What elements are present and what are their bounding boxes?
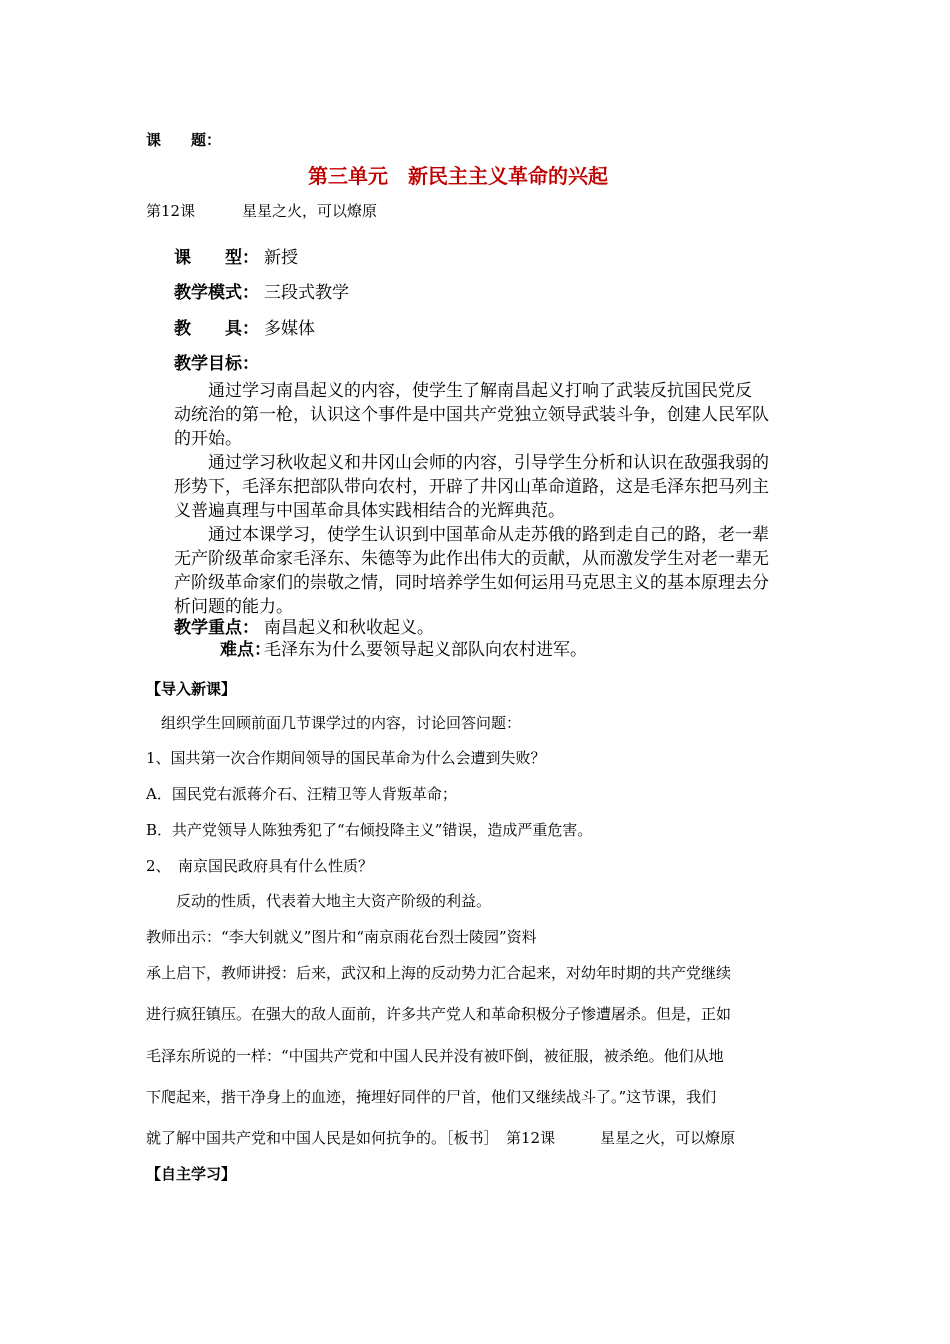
goals-label: 教学目标： — [174, 354, 259, 374]
difficulty-value: 毛泽东为什么要领导起义部队向农村进军。 — [264, 640, 587, 660]
intro-heading: 【导入新课】 — [146, 680, 237, 698]
lecture-line: 毛泽东所说的一样：“中国共产党和中国人民并没有被吓倒，被征服，被杀绝。他们从地 — [146, 1047, 724, 1065]
type-value: 新授 — [264, 248, 298, 268]
intro-line: 教师出示：“李大钊就义”图片和“南京雨花台烈士陵园”资料 — [146, 928, 537, 946]
difficulty-label: 难点： — [220, 640, 271, 660]
type-label: 课 型： — [174, 248, 259, 268]
intro-line: 1、国共第一次合作期间领导的国民革命为什么会遭到失败？ — [146, 749, 546, 767]
goal-line: 析问题的能力。 — [174, 597, 293, 617]
goal-line: 无产阶级革命家毛泽东、朱德等为此作出伟大的贡献，从而激发学生对老一辈无 — [174, 549, 769, 569]
key-point-label: 教学重点： — [174, 618, 259, 638]
lecture-line: 就了解中国共产党和中国人民是如何抗争的。［板书］ 第12课 星星之火，可以燎原 — [146, 1129, 736, 1147]
lecture-line: 进行疯狂镇压。在强大的敌人面前，许多共产党人和革命积极分子惨遭屠杀。但是，正如 — [146, 1005, 732, 1023]
goal-line: 义普遍真理与中国革命具体实践相结合的光辉典范。 — [174, 501, 565, 521]
intro-line: 反动的性质，代表着大地主大资产阶级的利益。 — [146, 892, 492, 910]
goal-line: 通过本课学习，使学生认识到中国革命从走苏俄的路到走自己的路，老一辈 — [174, 525, 769, 545]
unit-title: 第三单元 新民主主义革命的兴起 — [308, 164, 608, 188]
lesson-title: 星星之火，可以燎原 — [242, 202, 378, 220]
mode-value: 三段式教学 — [264, 283, 349, 303]
goal-line: 通过学习秋收起义和井冈山会师的内容，引导学生分析和认识在敌强我弱的 — [174, 453, 769, 473]
intro-line: B．共产党领导人陈独秀犯了“右倾投降主义”错误，造成严重危害。 — [146, 821, 593, 839]
mode-label: 教学模式： — [174, 283, 259, 303]
key-point-value: 南昌起义和秋收起义。 — [264, 618, 434, 638]
intro-line: A．国民党右派蒋介石、汪精卫等人背叛革命； — [146, 785, 457, 803]
goal-line: 的开始。 — [174, 429, 242, 449]
tools-label: 教 具： — [174, 319, 259, 339]
goal-line: 通过学习南昌起义的内容，使学生了解南昌起义打响了武装反抗国民党反 — [174, 381, 752, 401]
self-study-heading: 【自主学习】 — [146, 1165, 237, 1183]
tools-value: 多媒体 — [264, 319, 315, 339]
subject-label: 课 题： — [146, 131, 222, 149]
intro-line: 组织学生回顾前面几节课学过的内容，讨论回答问题： — [146, 714, 522, 732]
lecture-line: 承上启下，教师讲授：后来，武汉和上海的反动势力汇合起来，对幼年时期的共产党继续 — [146, 964, 732, 982]
goal-line: 形势下，毛泽东把部队带向农村，开辟了井冈山革命道路，这是毛泽东把马列主 — [174, 477, 769, 497]
goal-line: 产阶级革命家们的崇敬之情，同时培养学生如何运用马克思主义的基本原理去分 — [174, 573, 769, 593]
intro-line: 2、 南京国民政府具有什么性质？ — [146, 857, 374, 875]
goal-line: 动统治的第一枪，认识这个事件是中国共产党独立领导武装斗争，创建人民军队 — [174, 405, 769, 425]
lesson-number: 第12课 — [146, 202, 196, 220]
lecture-line: 下爬起来，揩干净身上的血迹，掩埋好同伴的尸首，他们又继续战斗了。”这节课，我们 — [146, 1088, 717, 1106]
